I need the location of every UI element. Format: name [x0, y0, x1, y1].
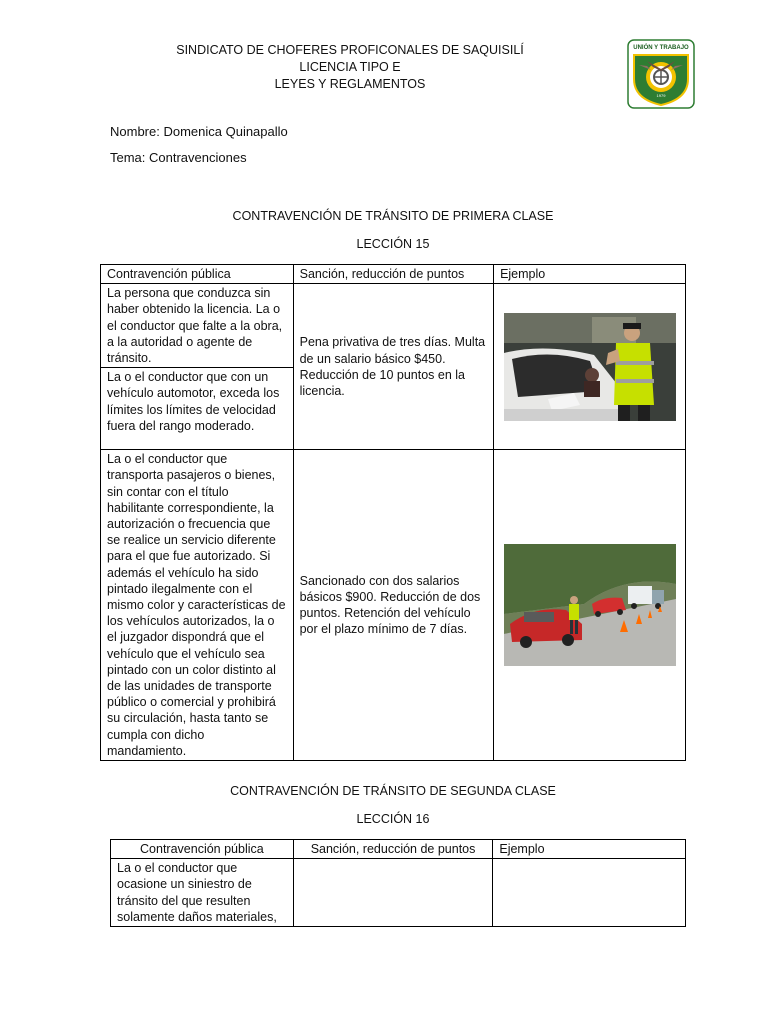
lesson15-table — [100, 264, 686, 761]
table-row — [101, 450, 686, 761]
contravention-cell: La o el conductor que con un vehículo automotor, exceda los límites los límites de velocidad fuera del rango moderado. — [101, 368, 294, 450]
document-header — [120, 42, 580, 93]
example-cell — [494, 450, 686, 761]
column-header: Contravención pública — [111, 840, 294, 859]
section2-lesson: LECCIÓN 16 — [356, 812, 430, 826]
contravention-cell: La o el conductor que ocasione un siniestro de tránsito del que resulten solamente daños materiales, — [111, 859, 294, 927]
subject-title: LEYES Y REGLAMENTOS — [274, 77, 426, 91]
roadside-checkpoint-photo — [504, 544, 676, 666]
table-header-row — [111, 840, 686, 859]
table-row — [101, 284, 686, 368]
topic-line: Tema: Contravenciones — [110, 150, 247, 165]
column-header: Sanción, reducción de puntos — [293, 265, 493, 284]
union-logo — [627, 39, 695, 109]
sanction-cell: Sancionado con dos salarios básicos $900. Reducción de dos puntos. Retención del vehículo por el plazo mínimo de 7 días. — [293, 450, 493, 761]
union-name: SINDICATO DE CHOFERES PROFICONALES DE SAQUISILÍ — [176, 43, 524, 57]
traffic-stop-photo — [504, 313, 676, 421]
section1-title: CONTRAVENCIÓN DE TRÁNSITO DE PRIMERA CLASE — [232, 209, 554, 223]
student-name: Nombre: Domenica Quinapallo — [110, 124, 288, 139]
column-header: Sanción, reducción de puntos — [293, 840, 493, 859]
column-header: Ejemplo — [493, 840, 686, 859]
example-cell — [494, 284, 686, 450]
sanction-cell: Pena privativa de tres días. Multa de un salario básico $450. Reducción de 10 puntos en la licencia. — [293, 284, 493, 450]
section1-lesson: LECCIÓN 15 — [356, 237, 430, 251]
sanction-cell — [293, 859, 493, 927]
license-type: LICENCIA TIPO E — [299, 60, 401, 74]
contravention-cell: La o el conductor que transporta pasajeros o bienes, sin contar con el título habilitante correspondiente, la autorización o frecuencia que se realice un servicio diferente para el que fue autorizado. Si además el vehículo ha sido pintado ilegalmente con el mismo color y características de los vehículos autorizados, la o el juzgador dispondrá que el vehículo que el vehículo sea pintado con un color distinto al de las unidades de transporte público o comercial y prohibirá su circulación, hasta tanto se cumpla con dicho mandamiento. — [101, 450, 294, 761]
contravention-cell: La persona que conduzca sin haber obtenido la licencia. La o el conductor que falte a la obra, a la autoridad o agente de tránsito. — [101, 284, 294, 368]
logo-year: 1979 — [656, 93, 666, 98]
union-logo-emblem — [627, 39, 695, 109]
column-header: Contravención pública — [101, 265, 294, 284]
lesson16-table — [110, 839, 686, 927]
section2-title: CONTRAVENCIÓN DE TRÁNSITO DE SEGUNDA CLASE — [230, 784, 556, 798]
table-header-row — [101, 265, 686, 284]
column-header: Ejemplo — [494, 265, 686, 284]
logo-motto: UNIÓN Y TRABAJO — [633, 45, 689, 51]
example-cell — [493, 859, 686, 927]
table-row — [111, 859, 686, 927]
